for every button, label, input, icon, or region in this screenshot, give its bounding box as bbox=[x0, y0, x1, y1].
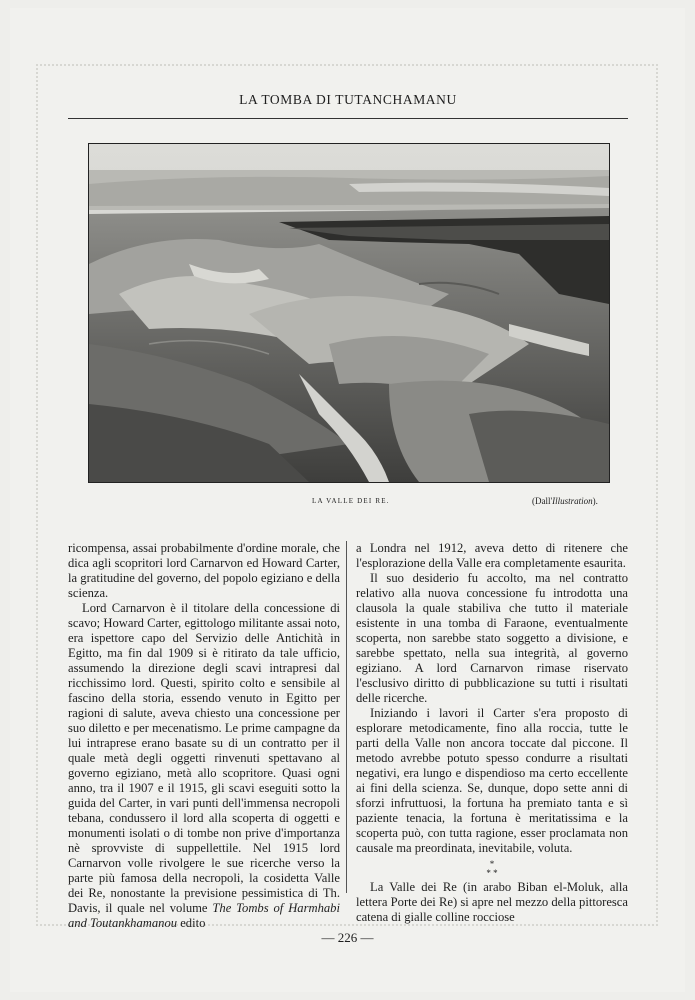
asterism-top: * bbox=[489, 859, 495, 869]
right-paragraph-2: Il suo desiderio fu accolto, ma nel contratto relativo alla nuova concessione fu introdotta una clausola la quale stabiliva che tutto il materiale esistente in una tomba di Faraone, eventualmente scoperta, non sarebbe stato soggetto a divisione, e sarebbe spettato, nella sua integrità, al governo egiziano. A lord Carnarvon rimase riservato l'esclusivo diritto di pubblicazione su tutti i risultati delle ricerche. bbox=[356, 571, 628, 705]
right-paragraph-3: Iniziando i lavori il Carter s'era proposto di esplorare metodicamente, fino alla roccia, tutte le parti della Valle non ancora toccate dal piccone. Il metodo avrebbe potuto spesso condurre a risultati negativi, era lungo e dispendioso ma certo eccellente ai fini della scienza. Se, dunque, dopo sette anni di sforzi infruttuosi, la fortuna ha premiato tanta e sì paziente tenacia, la fortuna è meritatissima e la scoperta può, con tutta ragione, esser proclamata non causale ma preordinata, inevitabile, voluta. bbox=[356, 706, 628, 855]
right-column bbox=[356, 541, 628, 925]
valley-photograph bbox=[88, 143, 610, 483]
right-paragraph-1: a Londra nel 1912, aveva detto di ritenere che l'esplorazione della Valle era completamente esaurita. bbox=[356, 541, 628, 570]
book-title: The Tombs of Harmhabi and Toutankhamanou bbox=[68, 901, 340, 930]
page-number: — 226 — bbox=[321, 930, 374, 945]
asterism-bottom: * * bbox=[486, 868, 498, 878]
left-paragraph-2-tail: edito bbox=[180, 916, 206, 930]
left-paragraph-1: ricompensa, assai probabilmente d'ordine morale, che dica agli scopritori lord Carnarvon ed Howard Carter, la gratitudine del governo, del popolo egiziano e della scienza. bbox=[68, 541, 340, 600]
left-paragraph-2 bbox=[68, 601, 340, 931]
right-paragraph-4: La Valle dei Re (in arabo Biban el-Moluk, alla lettera Porte dei Re) si apre nel mezzo della pittoresca catena di gialle colline rocciose bbox=[356, 880, 628, 924]
running-head: LA TOMBA DI TUTANCHAMANU bbox=[239, 92, 457, 107]
photo-caption: LA VALLE DEI RE. bbox=[312, 497, 390, 505]
photo-credit bbox=[532, 496, 598, 506]
credit-suffix: ). bbox=[592, 496, 598, 506]
credit-prefix: (Dall' bbox=[532, 496, 553, 506]
left-column bbox=[68, 541, 340, 931]
asterism bbox=[356, 860, 628, 878]
credit-source: Illustration bbox=[552, 496, 593, 506]
left-paragraph-2-text: Lord Carnarvon è il titolare della concessione di scavo; Howard Carter, egittologo militante assai noto, era ispettore capo del Servizio delle Antichità in Egitto, ma fin dal 1909 si è ritirato da tale ufficio, assumendo la direzione degli scavi intrapresi dal ricchissimo lord. Questi, spirito colto e sensibile al fascino della storia, essendo venuto in Egitto per ragioni di salute, aveva chiesto una concessione per suo diletto e per mecenatismo. Le prime campagne da lui intraprese erano basate su di un contratto per il quale metà degli oggetti rinvenuti spettavano al governo egiziano, metà allo scopritore. Quasi ogni anno, tra il 1907 e il 1915, gli scavi eseguiti sotto la guida del Carter, in vari punti dell'immensa necropoli tebana, condussero il lord alla scoperta di oggetti e monumenti isolati o di tombe non prive d'importanza nè sprovviste di suppellettile. Nel 1915 lord Carnarvon volle rivolgere le sue ricerche verso la parte più famosa della necropoli, la cosidetta Valle dei Re, nonostante la previsione pessimistica di Th. Davis, il quale nel volume bbox=[68, 601, 340, 915]
head-rule bbox=[68, 118, 628, 119]
column-rule bbox=[346, 541, 347, 893]
